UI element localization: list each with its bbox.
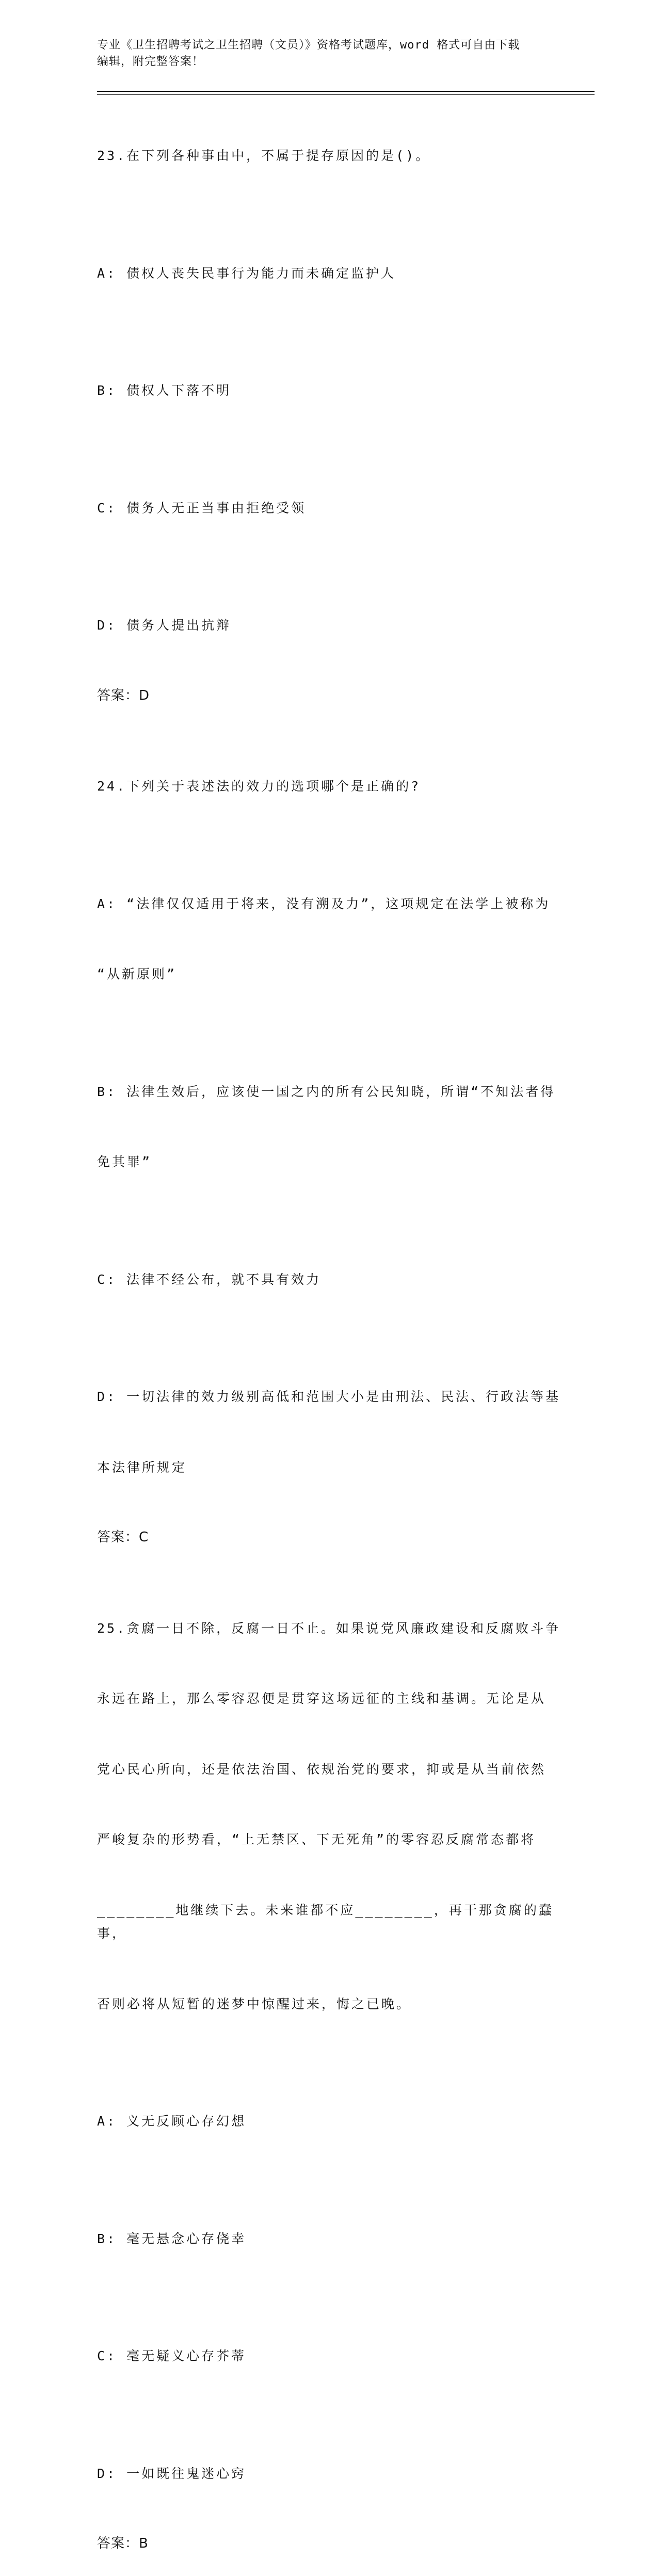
- question-stem: [97, 1570, 561, 2063]
- option-line: D: 一如既往鬼迷心窍: [97, 2466, 247, 2481]
- question-stem: [97, 97, 561, 215]
- document-header: [97, 37, 551, 70]
- option-d: [97, 567, 561, 684]
- option-d: [97, 1338, 561, 1526]
- option-line: C: 债务人无正当事由拒绝受领: [97, 500, 307, 516]
- stem-line: ________地继续下去。未来谁都不应________，再干那贪腐的蠢事，: [97, 1902, 554, 1941]
- option-line: C: 法律不经公布，就不具有效力: [97, 1271, 322, 1287]
- question-24: [97, 728, 561, 1550]
- option-line: B: 债权人下落不明: [97, 383, 232, 398]
- answer-label: 答案：C: [97, 1530, 149, 1545]
- option-b: [97, 2180, 561, 2298]
- option-a: [97, 845, 561, 1033]
- option-d: [97, 2415, 561, 2533]
- option-line: 免其罪”: [97, 1154, 152, 1169]
- answer-label: 答案：B: [97, 2536, 149, 2551]
- option-b: [97, 332, 561, 449]
- question-25: [97, 1570, 561, 2556]
- answer-label: 答案：D: [97, 687, 150, 703]
- option-line: “从新原则”: [97, 967, 177, 981]
- stem-line: 24.下列关于表述法的效力的选项哪个是正确的?: [97, 779, 421, 794]
- option-c: [97, 449, 561, 567]
- header-line-2: 编辑，附完整答案！: [97, 55, 204, 68]
- option-a: [97, 2063, 561, 2180]
- stem-line: 严峻复杂的形势看，“上无禁区、下无死角”的零容忍反腐常态都将: [97, 1832, 536, 1847]
- option-line: A: “法律仅仅适用于将来，没有溯及力”，这项规定在法学上被称为: [97, 896, 551, 911]
- question-23: [97, 97, 561, 707]
- header-line-1: 专业《卫生招聘考试之卫生招聘（文员）》资格考试题库，word 格式可自由下载: [97, 39, 520, 52]
- option-line: B: 毫无悬念心存侥幸: [97, 2231, 247, 2246]
- stem-line: 党心民心所向，还是依法治国、依规治党的要求，抑或是从当前依然: [97, 1761, 547, 1777]
- question-stem: [97, 728, 561, 845]
- option-line: C: 毫无疑义心存芥蒂: [97, 2348, 247, 2363]
- option-a: [97, 215, 561, 332]
- option-line: B: 法律生效后，应该使一国之内的所有公民知晓，所谓“不知法者得: [97, 1084, 556, 1099]
- option-line: D: 债务人提出抗辩: [97, 618, 232, 633]
- stem-line: 25.贪腐一日不除，反腐一日不止。如果说党风廉政建设和反腐败斗争: [97, 1620, 561, 1636]
- stem-line: 永远在路上，那么零容忍便是贯穿这场远征的主线和基调。无论是从: [97, 1691, 547, 1706]
- option-line: A: 债权人丧失民事行为能力而未确定监护人: [97, 265, 396, 281]
- question-list: [97, 97, 561, 2576]
- header-divider: [97, 91, 595, 95]
- option-c: [97, 2297, 561, 2415]
- option-line: A: 义无反顾心存幻想: [97, 2114, 247, 2129]
- option-c: [97, 1221, 561, 1339]
- stem-line: 否则必将从短暂的迷梦中惊醒过来，悔之已晚。: [97, 1996, 412, 2011]
- option-line: 本法律所规定: [97, 1459, 187, 1475]
- option-b: [97, 1033, 561, 1221]
- stem-line: 23.在下列各种事由中，不属于提存原因的是()。: [97, 148, 431, 163]
- option-line: D: 一切法律的效力级别高低和范围大小是由刑法、民法、行政法等基: [97, 1389, 561, 1404]
